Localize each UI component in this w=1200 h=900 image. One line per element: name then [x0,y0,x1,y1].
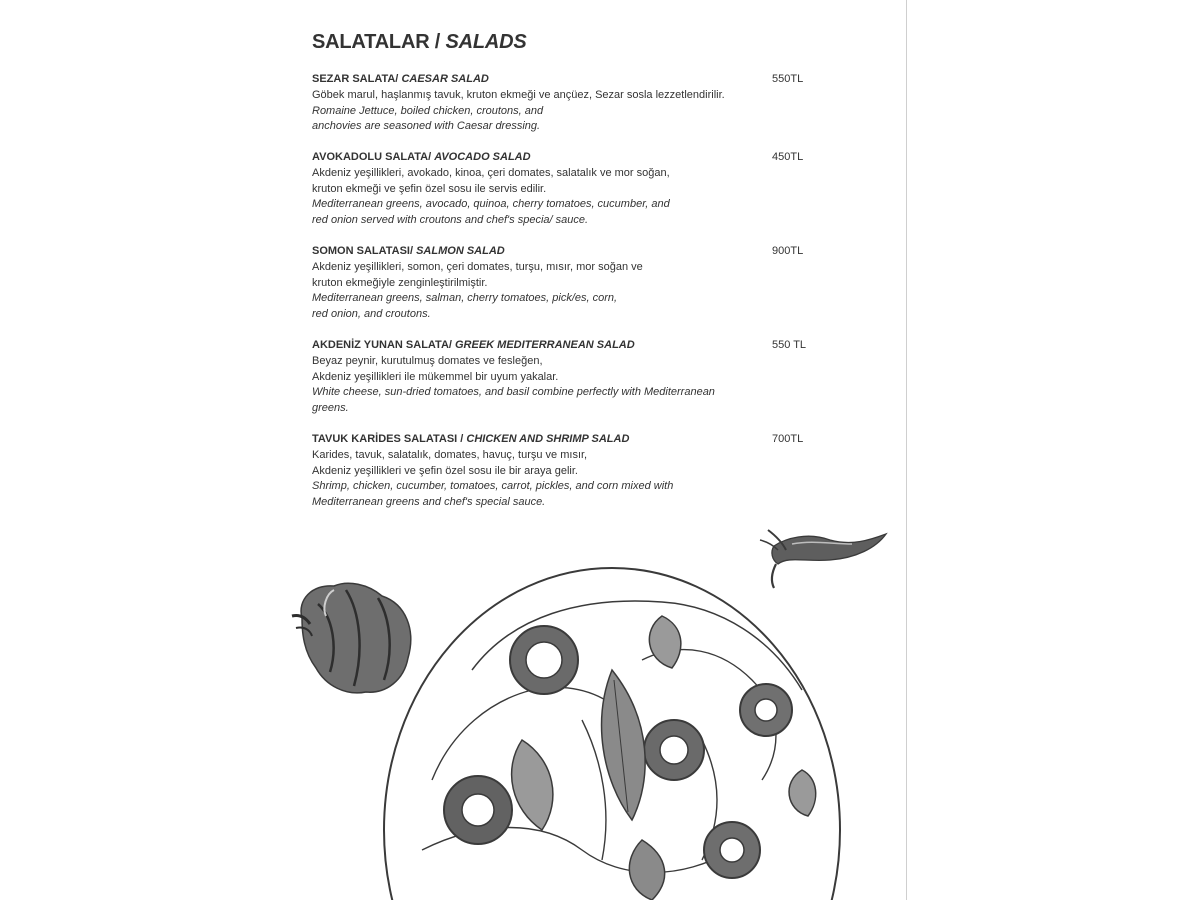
item-desc-tr: Akdeniz yeşillikleri ve şefin özel sosu ile bir araya gelir. [312,464,578,477]
item-name-en: SALMON SALAD [416,245,505,257]
item-desc-en: Mediterranean greens, salman, cherry tomatoes, pick/es, corn, [312,292,618,305]
item-name-tr: AKDENİZ YUNAN SALATA/ [312,339,455,351]
item-desc-en: red onion served with croutons and chef's specia/ sauce. [312,214,589,227]
item-desc-tr: Akdeniz yeşillikleri, somon, çeri domates, turşu, mısır, mor soğan ve [312,260,643,273]
menu-item-avocado [312,150,872,229]
item-name-tr: TAVUK KARİDES SALATASI / [312,433,467,445]
item-desc-tr: Beyaz peynir, kurutulmuş domates ve fesleğen, [312,354,543,367]
item-name-en: CHICKEN AND SHRIMP SALAD [466,433,630,445]
item-desc-en: Mediterranean greens, avocado, quinoa, cherry tomatoes, cucumber, and [312,198,670,211]
item-price: 900TL [772,245,804,257]
item-price: 550TL [772,73,804,85]
item-name-en: CAESAR SALAD [401,73,489,85]
salad-plate-icon [384,568,840,900]
item-name-tr: SOMON SALATASI/ [312,245,417,257]
page-title-en: SALADS [445,31,527,53]
item-price: 700TL [772,433,804,445]
menu-item-caesar [312,72,872,135]
page-title-tr: SALATALAR [312,31,430,53]
item-price: 550 TL [772,339,807,351]
item-desc-tr: Akdeniz yeşillikleri, avokado, kinoa, çeri domates, salatalık ve mor soğan, [312,166,670,179]
item-desc-en: greens. [312,402,349,415]
item-name-tr: SEZAR SALATA/ [312,73,402,85]
item-desc-en: White cheese, sun-dried tomatoes, and basil combine perfectly with Mediterranean [312,386,715,399]
item-desc-tr: Göbek marul, haşlanmış tavuk, kruton ekmeği ve ançüez, Sezar sosla lezzetlendirilir. [312,88,725,101]
item-desc-en: Mediterranean greens and chef's special sauce. [312,496,546,509]
item-name-en: AVOCADO SALAD [434,151,531,163]
page-title-separator: / [429,31,446,53]
menu-page [282,0,907,900]
item-desc-en: Romaine Jettuce, boiled chicken, croutons, and [312,104,544,117]
menu-item-chicken-shrimp [312,432,872,511]
page-title [312,31,527,54]
chili-pepper-icon [760,530,886,588]
item-desc-en: anchovies are seasoned with Caesar dressing. [312,120,541,133]
item-price: 450TL [772,151,804,163]
menu-item-greek [312,338,872,417]
item-name-tr: AVOKADOLU SALATA/ [312,151,435,163]
bell-pepper-icon [292,583,411,693]
item-desc-en: Shrimp, chicken, cucumber, tomatoes, carrot, pickles, and corn mixed with [312,480,674,493]
item-desc-tr: kruton ekmeği ve şefin özel sosu ile servis edilir. [312,182,547,195]
item-desc-tr: kruton ekmeğiyle zenginleştirilmiştir. [312,276,488,289]
menu-item-salmon [312,244,872,323]
item-desc-en: red onion, and croutons. [312,308,431,321]
item-desc-tr: Karides, tavuk, salatalık, domates, havuç, turşu ve mısır, [312,448,588,461]
item-desc-tr: Akdeniz yeşillikleri ile mükemmel bir uyum yakalar. [312,370,559,383]
item-name-en: GREEK MEDITERRANEAN SALAD [455,339,635,351]
salad-illustration [282,520,906,900]
